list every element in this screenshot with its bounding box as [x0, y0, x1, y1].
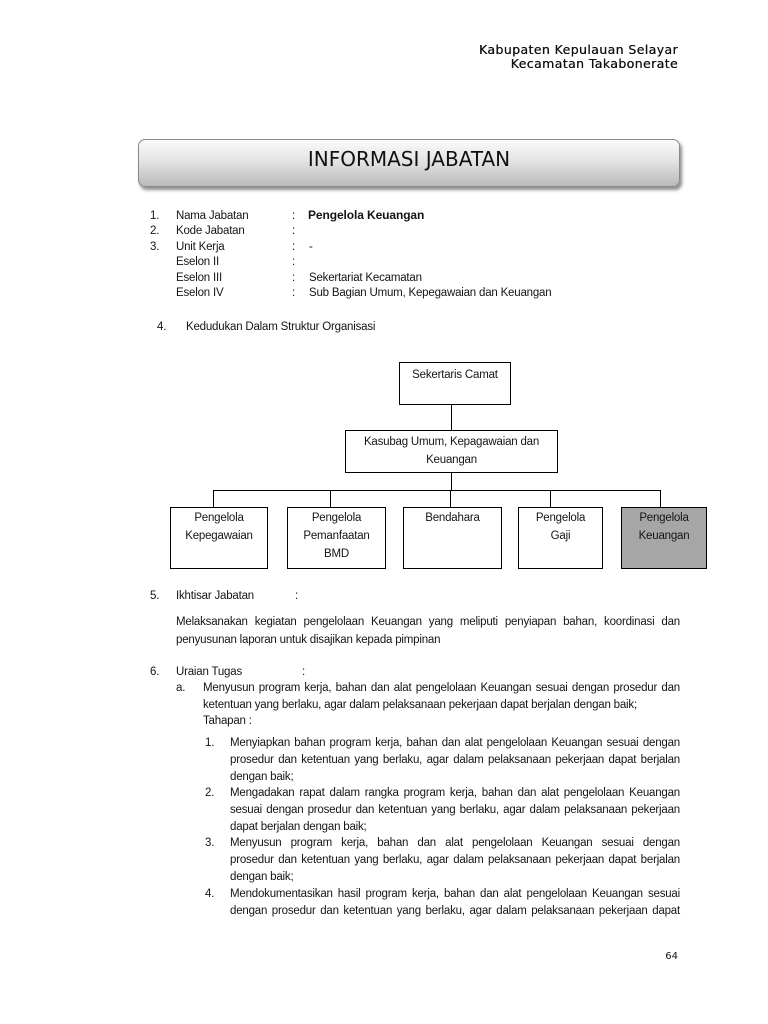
org-box-label: Bendahara: [425, 512, 480, 524]
paragraph-line: Melaksanakan kegiatan pengelolaan Keuangan yang meliputi penyiapan bahan, koordinasi dan: [176, 615, 680, 628]
step-number: 3.: [205, 836, 215, 849]
step-number: 2.: [205, 786, 215, 799]
info-label-unit-kerja: Unit Kerja: [176, 240, 225, 253]
org-box-label: Pengelola: [311, 512, 362, 524]
org-box-label: Pengelola: [194, 512, 244, 524]
step-number: 4.: [205, 887, 215, 900]
section-heading-uraian: Uraian Tugas: [176, 665, 242, 678]
org-box-unit: [287, 507, 386, 569]
page-number: 64: [665, 951, 678, 962]
step-number: 1.: [205, 736, 215, 749]
org-box-label: Kepegawaian: [185, 530, 253, 542]
org-box-label: Pemanfaatan: [303, 530, 370, 542]
org-connector: [451, 405, 452, 430]
info-number: 2.: [150, 225, 160, 237]
org-connector-horizontal: [213, 490, 661, 491]
step-line: Mendokumentasikan hasil program kerja, bahan dan alat pengelolaan Keuangan sesuai: [230, 887, 680, 900]
info-colon: :: [292, 286, 295, 299]
step-line: Mengadakan rapat dalam rangka program kerja, bahan dan alat pengelolaan Keuangan: [230, 786, 680, 799]
org-connector: [550, 490, 551, 507]
steps-label: Tahapan :: [203, 714, 252, 727]
info-colon: :: [292, 240, 295, 253]
org-box-label: Pengelola: [535, 512, 586, 524]
title-banner: [138, 139, 680, 187]
org-box-label: BMD: [324, 548, 349, 560]
org-box-sekertaris-camat: [399, 362, 511, 405]
info-label-kode-jabatan: Kode Jabatan: [176, 225, 245, 237]
info-colon: :: [292, 271, 295, 284]
info-colon: :: [292, 209, 295, 222]
info-colon: :: [292, 225, 295, 237]
org-box-label: Sekertaris Camat: [412, 369, 498, 381]
info-value-eselon-3: Sekertariat Kecamatan: [309, 271, 422, 284]
paragraph-line: penyusunan laporan untuk disajikan kepada pimpinan: [176, 633, 441, 646]
org-connector: [330, 490, 331, 507]
org-connector: [660, 490, 661, 507]
info-number: 1.: [150, 209, 160, 222]
info-label-eselon-2: Eselon II: [176, 255, 219, 268]
info-label-nama-jabatan: Nama Jabatan: [176, 209, 249, 222]
info-colon: :: [292, 255, 295, 268]
org-box-unit: [170, 507, 268, 569]
step-line: Menyiapkan bahan program kerja, bahan dan alat pengelolaan Keuangan sesuai dengan: [230, 736, 680, 749]
step-line: prosedur dan ketentuan yang berlaku, agar dalam pelaksanaan pekerjaan dapat berjalan: [230, 753, 680, 766]
list-marker: a.: [176, 681, 186, 694]
task-line: Menyusun program kerja, bahan dan alat pengelolaan Keuangan sesuai dengan prosedur dan: [203, 681, 680, 694]
page-title: INFORMASI JABATAN: [307, 147, 511, 171]
section-number: 5.: [150, 589, 160, 602]
org-box-label: Kasubag Umum, Kepagawaian dan: [363, 436, 540, 448]
org-box-label: Keuangan: [638, 530, 690, 542]
org-box-label: Keuangan: [426, 454, 477, 466]
org-box-label: Gaji: [550, 530, 571, 542]
info-number: 3.: [150, 240, 160, 253]
step-line: dengan baik;: [230, 870, 294, 883]
step-line: dengan prosedur dan ketentuan yang berlaku, agar dalam pelaksanaan pekerjaan dapat: [230, 904, 680, 917]
org-box-unit: [403, 507, 502, 569]
step-line: dapat berjalan dengan baik;: [230, 820, 367, 833]
info-value-nama-jabatan: Pengelola Keuangan: [308, 208, 425, 222]
header-regency: Kabupaten Kepulauan Selayar: [478, 42, 678, 57]
section-heading-struktur: Kedudukan Dalam Struktur Organisasi: [186, 320, 376, 333]
header-district: Kecamatan Takabonerate: [510, 56, 678, 71]
step-line: dengan baik;: [230, 770, 294, 783]
org-connector: [450, 490, 451, 507]
org-connector: [213, 490, 214, 507]
org-box-unit-highlighted: [621, 507, 707, 569]
org-box-unit: [518, 507, 603, 569]
info-label-eselon-3: Eselon III: [176, 271, 222, 284]
task-line: ketentuan yang berlaku, agar dalam pelaksanaan pekerjaan dapat berjalan dengan baik;: [203, 698, 637, 711]
section-heading-ikhtisar: Ikhtisar Jabatan: [176, 589, 254, 602]
section-number: 6.: [150, 665, 160, 678]
section-colon: :: [295, 589, 298, 602]
section-colon: :: [302, 665, 305, 678]
section-number: 4.: [157, 320, 167, 333]
info-value-unit-kerja: -: [309, 240, 313, 253]
info-value-eselon-4: Sub Bagian Umum, Kepegawaian dan Keuangan: [309, 286, 552, 299]
org-box-kasubag: [345, 430, 558, 473]
info-label-eselon-4: Eselon IV: [176, 286, 224, 299]
org-box-label: Pengelola: [639, 512, 689, 524]
org-connector: [451, 473, 452, 490]
step-line: sesuai dengan prosedur dan ketentuan yang berlaku, agar dalam pelaksanaan pekerjaan: [230, 803, 680, 816]
step-line: Menyusun program kerja, bahan dan alat pengelolaan Keuangan sesuai dengan: [230, 836, 680, 849]
step-line: prosedur dan ketentuan yang berlaku, agar dalam pelaksanaan pekerjaan dapat berjalan: [230, 853, 680, 866]
